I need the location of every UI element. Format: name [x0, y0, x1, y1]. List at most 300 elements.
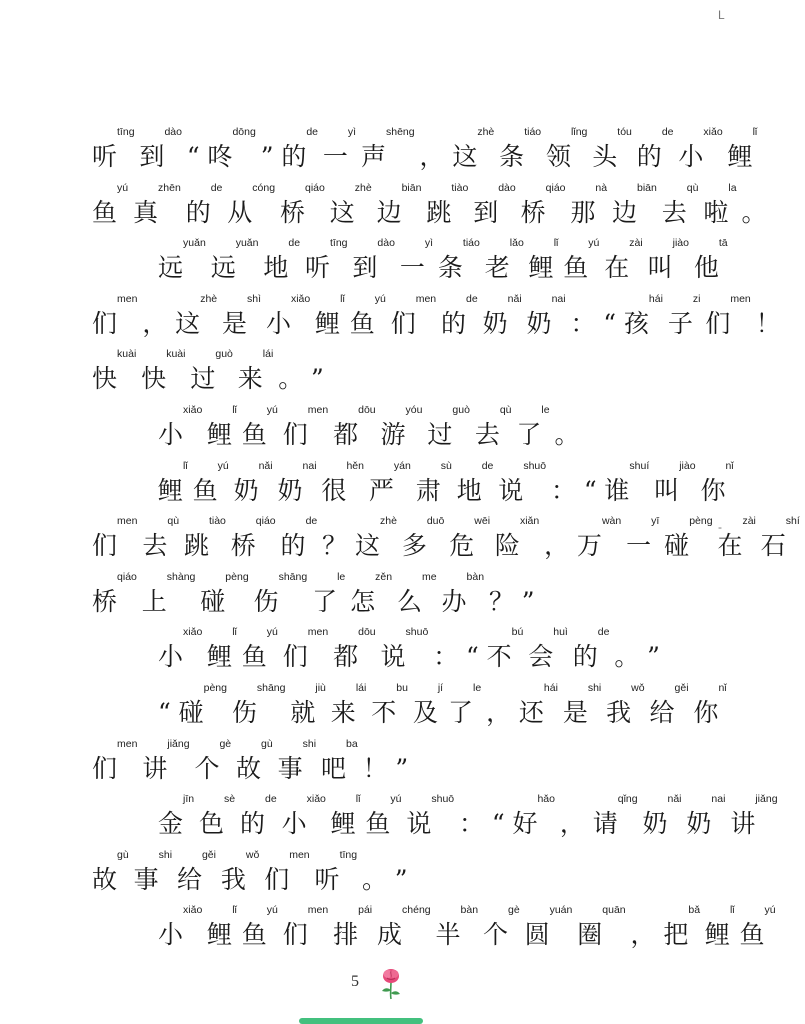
hanzi: 们 [92, 308, 118, 338]
hanzi-with-pinyin [705, 293, 750, 337]
hanzi: 鱼 [365, 809, 391, 839]
hanzi: 小 [265, 308, 291, 338]
hanzi: ” [260, 142, 274, 171]
story-line [92, 404, 632, 460]
hanzi-with-pinyin [283, 904, 328, 948]
hanzi: 。 [614, 642, 640, 672]
pinyin: sè [224, 793, 236, 806]
hanzi-with-pinyin [377, 904, 431, 948]
hanzi-with-pinyin [290, 682, 326, 726]
hanzi-with-pinyin [221, 849, 259, 893]
pinyin: de [661, 126, 674, 138]
hanzi-with-pinyin [283, 626, 328, 670]
story-line [92, 237, 728, 293]
hanzi-with-pinyin [560, 793, 588, 837]
pinyin [408, 849, 411, 867]
pinyin: qù [499, 403, 512, 416]
hanzi: 的 [185, 197, 211, 227]
hanzi: 小 [158, 642, 184, 672]
story-line [92, 793, 778, 849]
pinyin: shi [302, 737, 317, 750]
hanzi-with-pinyin [492, 793, 508, 837]
hanzi: 这 [354, 531, 380, 561]
hanzi-with-pinyin [678, 126, 722, 170]
hanzi: 那 [570, 197, 596, 227]
pinyin: zài [742, 515, 756, 528]
hanzi-with-pinyin [631, 904, 659, 948]
hanzi: “ [583, 475, 597, 505]
hanzi: 伤 [231, 697, 257, 727]
pinyin: jiǎng [755, 793, 778, 806]
pinyin: jiù [315, 681, 326, 694]
hanzi: 色 [199, 809, 225, 839]
hanzi: 小 [678, 142, 704, 171]
pinyin [274, 126, 277, 144]
hanzi-with-pinyin [395, 849, 411, 893]
hanzi: 桥 [92, 586, 118, 616]
hanzi: ” [647, 642, 660, 672]
pinyin: shuō [405, 626, 429, 639]
hanzi: 鱼 [563, 253, 589, 283]
hanzi-with-pinyin [527, 293, 566, 337]
pinyin: biān [401, 181, 422, 194]
pinyin: ba [345, 737, 358, 750]
hanzi-with-pinyin [519, 682, 558, 726]
hanzi-with-pinyin [487, 626, 524, 670]
hanzi-with-pinyin [381, 404, 423, 448]
hanzi-with-pinyin [207, 126, 255, 170]
hanzi: 小 [158, 419, 184, 449]
page-number: 5 [351, 973, 359, 990]
pinyin: shuí [629, 459, 650, 472]
hanzi-with-pinyin [362, 849, 390, 893]
hanzi-with-pinyin [546, 126, 587, 170]
pinyin: zài [629, 237, 643, 250]
pinyin: shì [247, 292, 262, 305]
hanzi: 奶 [642, 809, 668, 839]
hanzi: 你 [693, 697, 719, 727]
hanzi: ” [521, 586, 535, 616]
pinyin [639, 626, 642, 644]
pinyin: zhè [200, 292, 218, 305]
hanzi: 去 [474, 419, 500, 449]
hanzi: ， [142, 308, 168, 338]
pinyin [347, 515, 350, 533]
pinyin: de [210, 181, 223, 194]
hanzi-with-pinyin [489, 571, 517, 615]
hanzi: 讲 [142, 753, 168, 783]
pinyin: shuō [431, 793, 455, 806]
hanzi: 危 [449, 531, 475, 561]
hanzi: 鱼 [739, 920, 765, 950]
hanzi: 到 [473, 197, 499, 227]
hanzi-with-pinyin [179, 682, 227, 726]
pinyin: lǐ [355, 793, 361, 806]
pinyin: lǐ [232, 403, 237, 416]
pinyin: shàng [166, 570, 196, 583]
hanzi-with-pinyin [199, 793, 235, 837]
pinyin [505, 793, 508, 811]
hanzi: 来 [330, 697, 356, 727]
story-line [92, 571, 632, 627]
hanzi: 了 [312, 586, 338, 616]
hanzi: 一 [626, 531, 652, 561]
hanzi-with-pinyin [142, 571, 196, 615]
hanzi-with-pinyin [186, 182, 223, 226]
hanzi: 孩 [623, 308, 649, 338]
hanzi-with-pinyin [416, 460, 452, 504]
pinyin [766, 182, 769, 200]
hanzi: 鲤 [528, 253, 554, 283]
hanzi: 万 [576, 531, 602, 561]
hanzi-with-pinyin [371, 682, 408, 726]
hanzi: 不 [371, 697, 397, 727]
hanzi: 鲤 [330, 809, 356, 839]
hanzi-with-pinyin [261, 126, 277, 170]
pinyin: yú [764, 904, 776, 917]
hanzi-with-pinyin [141, 348, 185, 392]
pinyin: lǐ [232, 626, 237, 639]
hanzi: 游 [380, 419, 406, 449]
hanzi-with-pinyin [466, 626, 482, 670]
hanzi: 到 [352, 253, 378, 283]
pinyin: zhè [477, 126, 495, 138]
hanzi-with-pinyin [377, 182, 422, 226]
hanzi-with-pinyin [133, 182, 181, 226]
hanzi-with-pinyin [315, 293, 345, 337]
hanzi-with-pinyin [92, 738, 137, 782]
hanzi-with-pinyin [400, 237, 433, 281]
hanzi-with-pinyin [730, 793, 777, 837]
hanzi-with-pinyin [355, 515, 397, 559]
pinyin: hěn [346, 459, 364, 472]
hanzi: 鲤 [158, 475, 184, 505]
hanzi-with-pinyin [232, 682, 286, 726]
hanzi: 来 [237, 364, 263, 394]
hanzi-with-pinyin [741, 182, 769, 226]
hanzi: 奶 [277, 475, 303, 505]
hanzi-with-pinyin [563, 237, 599, 281]
pinyin: le [337, 570, 346, 583]
pinyin: shēng [386, 126, 415, 138]
hanzi-with-pinyin [626, 515, 659, 559]
hanzi: 一 [322, 142, 348, 171]
pinyin: xiǎo [703, 126, 723, 138]
hanzi-with-pinyin [333, 904, 372, 948]
hanzi-with-pinyin [264, 849, 309, 893]
pinyin: gù [117, 848, 129, 861]
hanzi: 们 [282, 642, 308, 672]
pinyin: gè [507, 904, 520, 917]
pinyin: la [728, 181, 737, 194]
pinyin: yuǎn [235, 237, 259, 250]
hanzi: 们 [282, 419, 308, 449]
pinyin: shi [158, 848, 173, 861]
hanzi-with-pinyin [266, 293, 310, 337]
hanzi: 鲤 [207, 419, 233, 449]
hanzi: 半 [435, 920, 461, 950]
hanzi: 是 [562, 697, 588, 727]
hanzi-with-pinyin [242, 904, 278, 948]
pinyin: lǐ [183, 459, 188, 472]
hanzi-with-pinyin [158, 904, 202, 948]
hanzi: 碰 [664, 531, 690, 561]
hanzi-with-pinyin [281, 126, 318, 170]
pinyin: bàn [460, 904, 479, 917]
pinyin: yī [651, 515, 660, 528]
hanzi: 头 [592, 142, 618, 171]
hanzi-with-pinyin [498, 460, 546, 504]
pinyin: tiáo [462, 237, 480, 250]
pinyin: de [288, 237, 301, 250]
pinyin: pèng [689, 515, 713, 528]
hanzi-with-pinyin [637, 126, 674, 170]
hanzi: ！ [362, 753, 388, 783]
hanzi-with-pinyin [242, 404, 278, 448]
story-line [92, 126, 758, 182]
pinyin: zěn [375, 570, 393, 583]
hanzi-with-pinyin [305, 237, 348, 281]
hanzi: 了 [447, 697, 473, 727]
hanzi: 这 [452, 142, 478, 171]
hanzi: 上 [141, 586, 167, 616]
hanzi-with-pinyin [436, 904, 479, 948]
pinyin: quān [602, 904, 626, 917]
pinyin: shāng [278, 570, 308, 583]
pinyin [167, 293, 170, 311]
hanzi: 鲤 [207, 920, 233, 950]
hanzi-with-pinyin [363, 738, 391, 782]
pinyin: men [117, 737, 138, 750]
hanzi: 说 [498, 475, 524, 505]
hanzi: ， [486, 697, 512, 727]
pinyin [479, 626, 482, 644]
hanzi-with-pinyin [278, 348, 306, 392]
hanzi: 的 [280, 531, 306, 561]
story-line [92, 626, 660, 682]
hanzi: 怎 [350, 586, 376, 616]
pinyin: de [597, 626, 610, 639]
pinyin: qiáo [255, 515, 276, 528]
hanzi-with-pinyin [544, 515, 572, 559]
hanzi-with-pinyin [452, 126, 494, 170]
pinyin: nǎi [667, 793, 682, 806]
hanzi: 讲 [730, 809, 756, 839]
pinyin: shí [785, 515, 800, 528]
pinyin: nai [302, 459, 317, 472]
pinyin: de [481, 459, 494, 472]
hanzi-with-pinyin [263, 237, 300, 281]
pinyin: xiǎo [183, 403, 203, 416]
pinyin: shuō [523, 459, 547, 472]
hanzi: 个 [194, 753, 220, 783]
hanzi: 圆 [524, 920, 550, 950]
hanzi-with-pinyin [705, 904, 735, 948]
hanzi: 快 [141, 364, 167, 394]
pinyin: pái [358, 904, 373, 917]
hanzi: 这 [329, 197, 355, 227]
pinyin [387, 849, 390, 867]
pinyin: zi [692, 292, 701, 305]
reading-progress-bar [299, 1018, 423, 1024]
hanzi: ？ [488, 586, 514, 616]
hanzi-with-pinyin [475, 404, 512, 448]
pinyin: zhè [379, 515, 397, 528]
pinyin [303, 348, 306, 366]
hanzi: 叫 [647, 253, 673, 283]
hanzi: 多 [401, 531, 427, 561]
hanzi-with-pinyin [694, 237, 728, 281]
pinyin: bǎ [688, 904, 701, 917]
hanzi-with-pinyin [521, 182, 566, 226]
pinyin: zhēn [158, 181, 181, 194]
hanzi: ” [395, 753, 409, 783]
hanzi-with-pinyin [728, 126, 758, 170]
pinyin: tiào [451, 181, 469, 194]
hanzi: 们 [92, 531, 118, 561]
hanzi: 在 [717, 531, 743, 561]
hanzi-with-pinyin [92, 126, 135, 170]
hanzi: 排 [333, 920, 359, 950]
hanzi: ” [311, 364, 324, 394]
hanzi-with-pinyin [740, 904, 776, 948]
pinyin [445, 126, 448, 144]
hanzi: 咚 [207, 142, 233, 171]
hanzi-with-pinyin [648, 237, 689, 281]
hanzi-with-pinyin [563, 682, 601, 726]
hanzi: 鲤 [704, 920, 730, 950]
pinyin [585, 793, 588, 811]
hanzi-with-pinyin [606, 682, 644, 726]
pinyin: qiáo [304, 181, 325, 194]
hanzi-with-pinyin [663, 904, 700, 948]
hanzi-with-pinyin [92, 348, 136, 392]
hanzi-with-pinyin [592, 126, 632, 170]
hanzi-with-pinyin [311, 348, 327, 392]
hanzi-with-pinyin [525, 904, 573, 948]
hanzi-with-pinyin [700, 460, 733, 504]
hanzi: 一 [399, 253, 425, 283]
pinyin: bàn [466, 570, 485, 583]
hanzi: 真 [133, 197, 159, 227]
hanzi: 故 [92, 864, 118, 894]
hanzi-with-pinyin [158, 404, 202, 448]
hanzi: ” [394, 864, 408, 894]
hanzi-with-pinyin [142, 293, 170, 337]
hanzi-with-pinyin [158, 626, 202, 670]
hanzi-with-pinyin [92, 571, 137, 615]
hanzi: 圈 [577, 920, 603, 950]
story-line [92, 181, 767, 238]
hanzi-with-pinyin [282, 793, 326, 837]
hanzi-with-pinyin [242, 626, 278, 670]
hanzi-with-pinyin [222, 293, 261, 337]
hanzi-with-pinyin [555, 404, 583, 448]
hanzi: 肃 [415, 475, 441, 505]
hanzi: 奶 [526, 308, 552, 338]
hanzi-with-pinyin [333, 404, 376, 448]
pinyin [458, 626, 461, 644]
pinyin: men [117, 292, 138, 305]
hanzi: 事 [133, 864, 159, 894]
pinyin: wǒ [245, 848, 260, 861]
hanzi-with-pinyin [231, 515, 276, 559]
hanzi: “ [466, 642, 479, 672]
hanzi-with-pinyin [512, 793, 555, 837]
pinyin: de [265, 793, 277, 806]
pinyin: yú [217, 459, 229, 472]
pinyin: men [117, 515, 138, 528]
hanzi-with-pinyin [593, 793, 638, 837]
pinyin: jiào [679, 459, 696, 472]
hanzi: ， [630, 920, 656, 950]
hanzi: ： [459, 809, 485, 839]
hanzi: 鱼 [241, 642, 267, 672]
hanzi-with-pinyin [420, 126, 448, 170]
pinyin: guò [452, 403, 470, 416]
hanzi-with-pinyin [139, 126, 182, 170]
pinyin: le [541, 403, 550, 416]
hanzi: 到 [139, 142, 165, 171]
pinyin: yú [266, 904, 278, 917]
hanzi: 很 [321, 475, 347, 505]
hanzi-with-pinyin [413, 682, 443, 726]
pinyin: qiáo [545, 181, 566, 194]
hanzi: 奶 [482, 308, 508, 338]
hanzi: ： [550, 475, 576, 505]
pinyin: de [466, 292, 478, 305]
pinyin [324, 348, 327, 366]
hanzi-with-pinyin [278, 460, 317, 504]
hanzi-with-pinyin [333, 626, 376, 670]
pinyin: men [730, 292, 751, 305]
hanzi-with-pinyin [647, 626, 663, 670]
pinyin: guò [215, 348, 233, 361]
pinyin: zhè [354, 181, 372, 194]
pinyin [781, 293, 784, 311]
hanzi: 把 [663, 920, 689, 950]
pinyin: shāng [256, 681, 286, 694]
pinyin: gěi [201, 848, 216, 861]
hanzi-with-pinyin [312, 571, 345, 615]
pinyin: nai [551, 292, 566, 305]
pinyin: tiáo [524, 126, 542, 138]
hanzi-with-pinyin [175, 293, 217, 337]
pinyin: me [422, 570, 437, 583]
hanzi-with-pinyin [211, 237, 259, 281]
pinyin: bú [511, 626, 524, 639]
hanzi: 老 [484, 253, 510, 283]
hanzi-with-pinyin [438, 237, 480, 281]
hanzi-with-pinyin [473, 182, 516, 226]
hanzi: 桥 [230, 531, 256, 561]
pinyin: qù [167, 515, 180, 528]
pinyin: yuán [549, 904, 573, 917]
hanzi-with-pinyin [654, 460, 695, 504]
hanzi: 们 [705, 308, 731, 338]
pinyin [597, 460, 600, 478]
hanzi: 我 [606, 697, 632, 727]
hanzi: 鲤 [727, 142, 753, 171]
hanzi: 。 [361, 864, 387, 894]
hanzi-with-pinyin [693, 682, 726, 726]
pinyin: dào [498, 181, 516, 194]
hanzi-with-pinyin [612, 182, 657, 226]
pinyin [408, 738, 411, 756]
hanzi-with-pinyin [236, 738, 273, 782]
pinyin [535, 571, 538, 589]
pinyin: dōu [358, 403, 376, 416]
